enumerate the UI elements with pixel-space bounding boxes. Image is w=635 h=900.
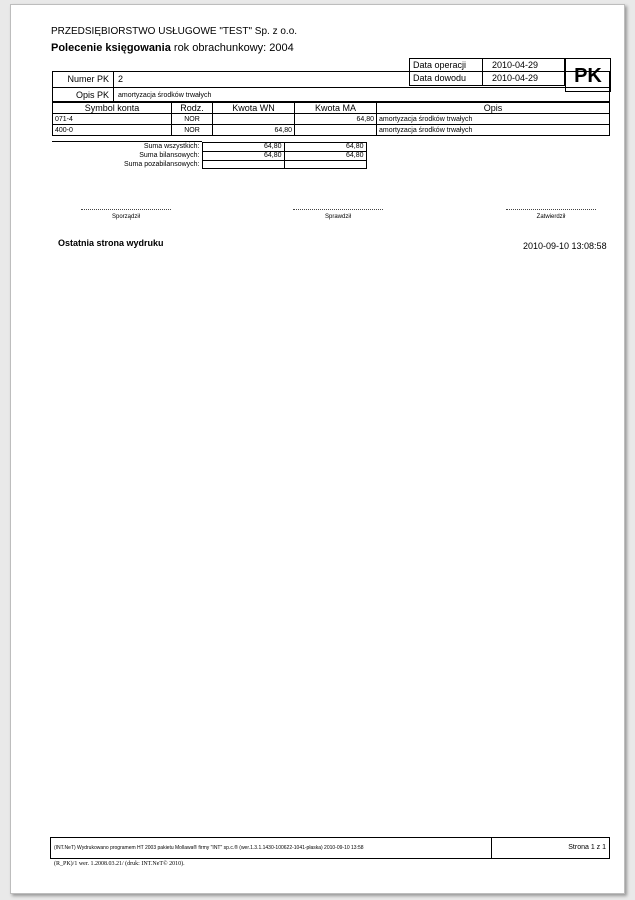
description-value: amortyzacja środków trwałych	[118, 92, 212, 99]
sum-credit: 64,80	[284, 143, 366, 152]
cell-account: 071-4	[53, 114, 172, 125]
last-page-note: Ostatnia strona wydruku	[58, 238, 164, 248]
sum-debit: 64,80	[202, 143, 284, 152]
column-header-debit: Kwota WN	[213, 102, 295, 114]
signature-approved-label: Zatwierdził	[536, 214, 566, 220]
sum-label: Suma bilansowych:	[139, 152, 200, 159]
number-label: Numer PK	[53, 72, 114, 87]
column-header-credit: Kwota MA	[295, 102, 377, 114]
cell-description: amortyzacja środków trwałych	[377, 125, 610, 136]
page-number: Strona 1 z 1	[568, 844, 606, 851]
evidence-date-label: Data dowodu	[413, 73, 467, 83]
form-version-note: (R_PK)/1 wer. 1.2008.03.21/ (druk: INT.NeT© 2010).	[54, 861, 185, 867]
column-header-account: Symbol konta	[53, 102, 172, 114]
sum-credit: 64,80	[284, 152, 366, 161]
print-datetime: 2010-09-10 13:08:58	[523, 241, 607, 251]
operation-date-label: Data operacji	[413, 60, 467, 70]
sum-debit: 64,80	[202, 152, 284, 161]
document-page	[10, 4, 625, 894]
cell-debit	[213, 114, 295, 125]
sum-debit	[202, 161, 284, 169]
column-header-type: Rodz.	[172, 102, 213, 114]
title-bold: Polecenie księgowania	[51, 42, 171, 54]
signature-prepared-label: Sporządził	[111, 214, 140, 220]
sum-credit	[284, 161, 366, 169]
posting-header	[52, 71, 610, 103]
sum-label: Suma wszystkich:	[143, 143, 200, 150]
sum-row	[52, 143, 366, 152]
evidence-date-value: 2010-04-29	[492, 73, 539, 83]
description-row	[53, 87, 609, 102]
signature-prepared	[81, 209, 171, 220]
cell-credit: 64,80	[295, 114, 377, 125]
cell-account: 400-0	[53, 125, 172, 136]
cell-debit: 64,80	[213, 125, 295, 136]
title-year: rok obrachunkowy: 2004	[170, 42, 294, 54]
document-code-badge: PK	[565, 58, 611, 92]
operation-date-value: 2010-04-29	[492, 60, 539, 70]
sum-row	[52, 161, 366, 169]
footer-divider	[491, 838, 492, 858]
page-footer	[50, 837, 610, 859]
footer-program-info: (INT.NeT) Wydrukowano programem HT 2003 pakietu Mollawa® firmy "INT" sp.c.® (wer.1.3.1.1430-100622-1041-płaska) 2010-09-10 13:58	[54, 845, 364, 851]
description-label: Opis PK	[53, 88, 114, 102]
document-title	[51, 42, 294, 54]
signature-checked	[293, 209, 383, 220]
table-row	[53, 114, 610, 125]
number-row	[53, 72, 609, 87]
signature-checked-label: Sprawdził	[324, 214, 351, 220]
cell-credit	[295, 125, 377, 136]
cell-type: NOR	[172, 125, 213, 136]
entries-header-row	[53, 102, 610, 114]
sums-table	[52, 142, 367, 169]
column-header-description: Opis	[377, 102, 610, 114]
entries-table	[52, 101, 610, 136]
sum-label: Suma pozabilansowych:	[124, 160, 200, 168]
number-value: 2	[118, 74, 124, 84]
signature-approved	[506, 209, 596, 220]
sum-row	[52, 152, 366, 161]
cell-description: amortyzacja środków trwałych	[377, 114, 610, 125]
table-row	[53, 125, 610, 136]
cell-type: NOR	[172, 114, 213, 125]
company-name: PRZEDSIĘBIORSTWO USŁUGOWE "TEST" Sp. z o.o.	[51, 26, 298, 37]
